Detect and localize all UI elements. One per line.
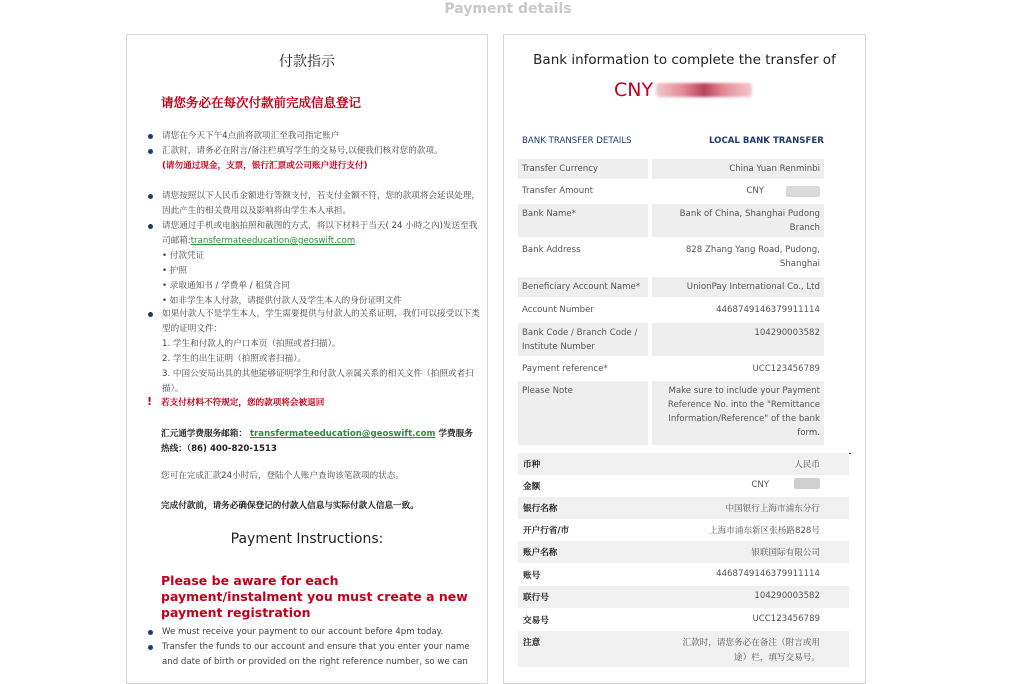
service-contact: 汇元通学费服务邮箱： transfermateeducation@geoswift.com 学费服务热线：（86) 400-820-1513 — [161, 429, 473, 454]
payment-instructions-panel: 付款指示 请您务必在每次付款前完成信息登记 请您在今天下午4点前将款项汇至我司指定账户 汇款时，请务必在附言/备注栏填写学生的交易号,以便我们核对您的款项。 (请勿通过现金，支票，银行汇票或公司账户进行支付) 请您按照以下人民币金额进行等额支付，若支付金额不符，您的款项将会延误处理，因此产生的相关费用以及影响将由学生本人承担。 请您通过手机或电脑拍照和截图的方式，将以下材料于当天( 24 小時之內)发送至我司邮箱:transfermateeducation@geoswift.com • 付款凭证 • 护照 • 录取通知书 / 学费单 / 租赁合同 • 如非学生本人付款，请提供付款人及学生本人的身份证明文件 如果付款人不是学生本人，学生需要提供与付款人的关系证明，我们可以接受以下类型的证明文件： 1. 学生和付款人的户口本页（拍照或者扫描）。 2. 学生的出生证明（拍照或者扫描）。 3. 中国公安局出具的其他能够证明学生和付款人亲属关系的相关文件（拍照或者扫描）。 ! 若支付材料不符规定，您的款项将会被退回 汇元通学费服务邮箱： transfermateeducation@geoswift.com 学费服务热线：（86) 400-820-1513 您可在完成汇款24小时后，登陆个人账户查询该笔款项的状态。 完成付款前，请务必确保登记的付款人信息与实际付款人信息一致。 Payment Instructions: Please be aware for each payment/instalment you must create a new payment registration We must receive your payment to our account before 4pm today. Transfer the funds to our account and ensure that you enter your name and date of birth or provided on the right reference number, so we can — [126, 34, 488, 684]
redacted-amount — [794, 478, 820, 489]
table-row: 账户名称 银联国际有限公司 — [518, 541, 849, 563]
table-row: Transfer Currency China Yuan Renminbi — [518, 159, 824, 179]
table-row: Transfer Amount CNY — [518, 181, 824, 201]
table-row: Bank Address 828 Zhang Yang Road, Pudong, Shanghai — [518, 240, 824, 276]
bullet-icon — [148, 194, 153, 199]
bullet-icon — [148, 645, 153, 650]
header-local-bank-transfer: LOCAL BANK TRANSFER — [709, 136, 824, 146]
bullet-icon — [148, 134, 153, 139]
red-heading-cn: 请您务必在每次付款前完成信息登记 — [161, 95, 362, 110]
heading-en: Payment Instructions: — [230, 531, 384, 547]
bullet-icon — [148, 630, 153, 635]
service-email-link[interactable]: transfermateeducation@geoswift.com — [249, 429, 436, 439]
table-row: Bank Code / Branch Code / Institute Number 104290003582 — [518, 323, 824, 356]
heading-cn: 付款指示 — [279, 54, 335, 70]
table-row: 交易号 UCC123456789 — [523, 614, 820, 626]
bullet-icon — [148, 149, 153, 154]
table-row: 联行号 104290003582 — [518, 586, 849, 608]
bank-information-panel — [503, 34, 866, 684]
status-note: 您可在完成汇款24小时后，登陆个人账户查询该笔款项的状态。 — [161, 471, 404, 481]
header-bank-transfer-details: BANK TRANSFER DETAILS — [522, 136, 632, 146]
bullet-icon — [148, 312, 153, 317]
table-row: 开户行省/市 上海市浦东新区张杨路828号 — [523, 526, 820, 536]
transfer-amount-header: CNY — [614, 79, 654, 101]
table-row: 银行名称 中国银行上海市浦东分行 — [518, 497, 849, 519]
table-row: Please Note Make sure to include your Payment Reference No. into the "Remittance Information/Reference" of the bank form. — [518, 381, 824, 445]
table-row: 金额 CNY — [523, 480, 769, 492]
table-row: 币种 人民币 — [518, 453, 849, 475]
table-row: Account Number 4468749146379911114 — [518, 300, 824, 320]
page-title: Payment details — [444, 1, 572, 17]
confirm-note: 完成付款前，请务必确保登记的付款人信息与实际付款人信息一致。 — [161, 501, 419, 511]
table-row: 注意 汇款时，请您务必在备注（附言或用途）栏，填写交易号。 — [518, 631, 849, 667]
warning-icon: ! — [147, 395, 153, 408]
table-row: Beneficiary Account Name* UnionPay International Co., Ltd — [518, 277, 824, 297]
table-row: Payment reference* UCC123456789 — [518, 359, 824, 379]
redacted-amount — [656, 83, 752, 97]
table-row: Bank Name* Bank of China, Shanghai Pudong Branch — [518, 204, 824, 237]
email-link[interactable]: transfermateeducation@geoswift.com — [190, 236, 356, 246]
red-heading-en: Please be aware for each payment/instalment you must create a new payment registration — [161, 573, 468, 620]
bullet-icon — [148, 224, 153, 229]
bank-info-title: Bank information to complete the transfer of — [533, 52, 836, 68]
redacted-amount — [786, 186, 820, 197]
warning-text: 若支付材料不符规定，您的款项将会被退回 — [161, 398, 325, 408]
table-row: 账号 4468749146379911114 — [523, 569, 820, 581]
payment-method-warning: (请勿通过现金，支票，银行汇票或公司账户进行支付) — [162, 161, 368, 171]
